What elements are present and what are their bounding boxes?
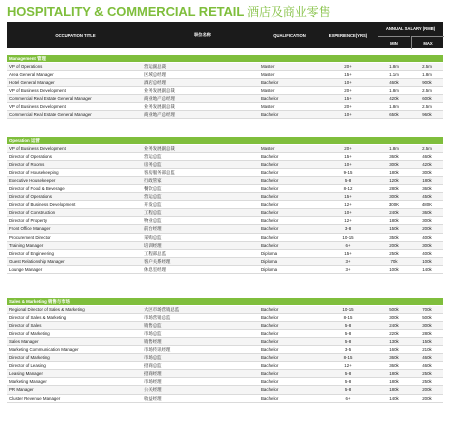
cell-occupation: Director of Property bbox=[9, 218, 48, 224]
cell-salary-min: 220k bbox=[389, 331, 399, 337]
cell-salary-min: 300K bbox=[388, 202, 400, 208]
cell-salary-min: 1.8m bbox=[389, 64, 399, 69]
cell-cn-title: 培训经理 bbox=[144, 242, 162, 248]
cell-occupation: Hotel General Manager bbox=[9, 80, 55, 86]
cell-salary-min: 180k bbox=[389, 387, 399, 393]
cell-cn-title: 休息室经理 bbox=[144, 266, 166, 272]
table-row bbox=[7, 79, 443, 87]
cell-cn-title: 市场传讯经理 bbox=[144, 347, 171, 353]
cell-salary-max: 420k bbox=[422, 162, 432, 168]
rows-sales-marketing bbox=[7, 306, 443, 403]
cell-salary-max: 400k bbox=[422, 250, 432, 256]
cell-salary-max: 460k bbox=[422, 355, 432, 361]
cell-experience: 5-8 bbox=[344, 331, 352, 337]
cell-occupation: Director of Food & Beverage bbox=[9, 186, 65, 192]
cell-cn-title: 业务发展副总裁 bbox=[144, 146, 175, 151]
cell-salary-max: 200k bbox=[422, 226, 432, 232]
cell-salary-min: 70k bbox=[390, 258, 398, 264]
table-row bbox=[7, 306, 443, 314]
cell-experience: 15+ bbox=[344, 96, 352, 102]
cell-salary-max: 200k bbox=[422, 395, 432, 401]
cell-qualification: Bachelor bbox=[261, 307, 279, 312]
section-header-sales-marketing: Sales & Marketing 销售与市场 bbox=[7, 298, 443, 305]
cell-experience: 20+ bbox=[344, 64, 352, 69]
cell-cn-title: 前台经理 bbox=[144, 226, 162, 232]
table-row bbox=[7, 242, 443, 250]
cell-experience: 10-15 bbox=[342, 307, 354, 312]
cell-experience: 5-8 bbox=[344, 339, 352, 345]
cell-qualification: Bachelor bbox=[261, 96, 279, 102]
cell-salary-min: 1.8m bbox=[389, 88, 399, 94]
rows-management bbox=[7, 63, 443, 119]
table-row bbox=[7, 111, 443, 119]
cell-experience: 15+ bbox=[344, 154, 352, 160]
cell-qualification: Bachelor bbox=[261, 226, 279, 232]
cell-cn-title: 行政管家 bbox=[144, 178, 162, 184]
cell-qualification: Bachelor bbox=[261, 371, 279, 377]
page-title-en: HOSPITALITY & COMMERCIAL RETAIL bbox=[7, 4, 245, 19]
cell-occupation: Commercial Real Estate General Manager bbox=[9, 112, 92, 118]
cell-occupation: Director of Sales & Marketing bbox=[9, 315, 67, 321]
cell-occupation: Director of Engineering bbox=[9, 250, 54, 256]
cell-qualification: Bachelor bbox=[261, 186, 279, 192]
cell-occupation: Front Office Manager bbox=[9, 226, 51, 232]
cell-occupation: Director of Leasing bbox=[9, 363, 46, 369]
cell-experience: 3-5 bbox=[344, 347, 352, 353]
cell-cn-title: 客户关系经理 bbox=[144, 258, 171, 264]
cell-occupation: Director of Rooms bbox=[9, 162, 45, 168]
cell-cn-title: 区域总经理 bbox=[144, 72, 166, 78]
cell-qualification: Bachelor bbox=[261, 218, 279, 224]
header-max: MAX bbox=[411, 36, 444, 49]
cell-experience: 15+ bbox=[344, 72, 352, 78]
cell-salary-min: 360k bbox=[389, 355, 399, 361]
cell-salary-min: 360k bbox=[389, 154, 399, 160]
cell-cn-title: 招商经理 bbox=[144, 371, 162, 377]
table-row bbox=[7, 169, 443, 177]
cell-occupation: Marketing Manager bbox=[9, 379, 47, 385]
cell-qualification: Bachelor bbox=[261, 178, 279, 184]
cell-qualification: Diploma bbox=[261, 250, 278, 256]
cell-salary-min: 240k bbox=[389, 210, 399, 216]
cell-experience: 10+ bbox=[344, 80, 352, 86]
cell-experience: 10+ bbox=[344, 112, 352, 118]
header-annual-salary: ANNUAL SALARY (RMB) bbox=[385, 26, 436, 31]
header-cn-title: 职位名称 bbox=[194, 32, 211, 37]
cell-salary-min: 1.8m bbox=[389, 146, 399, 151]
table-row bbox=[7, 354, 443, 362]
table-row bbox=[7, 185, 443, 193]
cell-cn-title: 房务总监 bbox=[144, 162, 162, 168]
cell-experience: 5-8 bbox=[344, 178, 352, 184]
table-row bbox=[7, 103, 443, 111]
cell-experience: 5-8 bbox=[344, 387, 352, 393]
table-row bbox=[7, 63, 443, 71]
cell-experience: 10+ bbox=[344, 162, 352, 168]
header-experience: EXPERIENCE(YRS) bbox=[328, 32, 368, 38]
cell-cn-title: 营运总监 bbox=[144, 154, 162, 160]
header-min: MIN bbox=[378, 36, 410, 49]
cell-qualification: Bachelor bbox=[261, 355, 279, 361]
cell-salary-min: 300k bbox=[389, 315, 399, 321]
cell-experience: 3+ bbox=[345, 258, 351, 264]
section-header-management: Management 管理 bbox=[7, 55, 443, 62]
cell-salary-min: 350k bbox=[389, 234, 399, 240]
cell-cn-title: 营运副总裁 bbox=[144, 64, 166, 69]
cell-qualification: Master bbox=[261, 88, 275, 94]
cell-cn-title: 商业地产总经理 bbox=[144, 112, 175, 118]
cell-salary-min: 240k bbox=[389, 323, 399, 329]
cell-salary-min: 1.1m bbox=[389, 72, 399, 78]
cell-qualification: Bachelor bbox=[261, 315, 279, 321]
cell-cn-title: 大区市场营销总监 bbox=[144, 307, 180, 312]
cell-occupation: Procurement Director bbox=[9, 234, 51, 240]
cell-salary-max: 300k bbox=[422, 242, 432, 248]
cell-salary-max: 450k bbox=[422, 194, 432, 200]
cell-cn-title: 销售总监 bbox=[144, 323, 162, 329]
cell-cn-title: 收益经理 bbox=[144, 395, 162, 401]
cell-occupation: VP of Business Development bbox=[9, 88, 66, 94]
cell-salary-min: 200k bbox=[389, 242, 399, 248]
cell-qualification: Bachelor bbox=[261, 112, 279, 118]
table-header bbox=[7, 22, 443, 48]
cell-occupation: PR Manager bbox=[9, 387, 34, 393]
table-row bbox=[7, 177, 443, 185]
cell-occupation: Lounge Manager bbox=[9, 266, 43, 272]
section-management bbox=[7, 55, 443, 119]
cell-salary-min: 500k bbox=[389, 307, 399, 312]
cell-salary-min: 180k bbox=[389, 170, 399, 176]
table-row bbox=[7, 330, 443, 338]
cell-occupation: Leasing Manager bbox=[9, 371, 43, 377]
cell-qualification: Bachelor bbox=[261, 162, 279, 168]
section-operation bbox=[7, 137, 443, 274]
cell-cn-title: 开发总监 bbox=[144, 202, 162, 208]
cell-salary-max: 360k bbox=[422, 210, 432, 216]
cell-salary-max: 480K bbox=[421, 202, 433, 208]
cell-qualification: Bachelor bbox=[261, 331, 279, 337]
cell-cn-title: 公关经理 bbox=[144, 387, 162, 393]
cell-salary-max: 250k bbox=[422, 379, 432, 385]
cell-cn-title: 物业总监 bbox=[144, 218, 162, 224]
cell-cn-title: 工程总监 bbox=[144, 210, 162, 216]
cell-salary-max: 960k bbox=[422, 112, 432, 118]
cell-salary-max: 280k bbox=[422, 331, 432, 337]
cell-salary-max: 200k bbox=[422, 387, 432, 393]
cell-occupation: Guest Relationship Manager bbox=[9, 258, 65, 264]
table-row bbox=[7, 266, 443, 274]
table-row bbox=[7, 234, 443, 242]
table-row bbox=[7, 314, 443, 322]
cell-cn-title: 商业地产总经理 bbox=[144, 96, 175, 102]
table-row bbox=[7, 201, 443, 209]
table-row bbox=[7, 378, 443, 386]
cell-occupation: Area General Manager bbox=[9, 72, 54, 78]
cell-salary-min: 120k bbox=[389, 178, 399, 184]
section-header-operation: Operation 运营 bbox=[7, 137, 443, 144]
cell-cn-title: 营运总监 bbox=[144, 194, 162, 200]
cell-cn-title: 工程部总监 bbox=[144, 250, 166, 256]
cell-salary-max: 360k bbox=[422, 186, 432, 192]
cell-qualification: Bachelor bbox=[261, 347, 279, 353]
table-row bbox=[7, 153, 443, 161]
cell-occupation: VP of Operations bbox=[9, 64, 43, 69]
cell-occupation: Executive Housekeeper bbox=[9, 178, 56, 184]
cell-experience: 10-15 bbox=[342, 234, 354, 240]
cell-cn-title: 销售经理 bbox=[144, 339, 162, 345]
cell-salary-min: 300k bbox=[389, 194, 399, 200]
cell-salary-max: 100k bbox=[422, 258, 432, 264]
cell-salary-max: 2.5m bbox=[422, 146, 432, 151]
cell-occupation: Sales Manager bbox=[9, 339, 39, 345]
cell-cn-title: 餐饮总监 bbox=[144, 186, 162, 192]
cell-occupation: Director of Operations bbox=[9, 194, 52, 200]
header-qualification: QUALIFICATION bbox=[273, 32, 306, 38]
cell-experience: 6+ bbox=[345, 242, 351, 248]
cell-occupation: Director of Construction bbox=[9, 210, 56, 216]
cell-experience: 8-15 bbox=[343, 355, 353, 361]
cell-qualification: Bachelor bbox=[261, 80, 279, 86]
header-occupation: OCCUPATION TITLE bbox=[55, 32, 96, 38]
table-row bbox=[7, 71, 443, 79]
table-row bbox=[7, 370, 443, 378]
cell-qualification: Bachelor bbox=[261, 387, 279, 393]
cell-cn-title: 市场经理 bbox=[144, 379, 162, 385]
cell-experience: 3+ bbox=[345, 266, 351, 272]
cell-salary-min: 180k bbox=[389, 379, 399, 385]
cell-qualification: Bachelor bbox=[261, 234, 279, 240]
cell-qualification: Bachelor bbox=[261, 339, 279, 345]
cell-occupation: Cluster Revenue Manager bbox=[9, 395, 61, 401]
cell-salary-max: 210k bbox=[422, 347, 432, 353]
cell-cn-title: 市场营销总监 bbox=[144, 315, 171, 321]
cell-salary-max: 500k bbox=[422, 315, 432, 321]
cell-salary-min: 460k bbox=[389, 80, 399, 86]
cell-salary-min: 150k bbox=[389, 226, 399, 232]
cell-qualification: Bachelor bbox=[261, 154, 279, 160]
cell-salary-min: 180k bbox=[389, 371, 399, 377]
cell-experience: 20+ bbox=[344, 104, 352, 110]
table-row bbox=[7, 161, 443, 169]
cell-experience: 15+ bbox=[344, 194, 352, 200]
cell-salary-min: 130k bbox=[389, 339, 399, 345]
cell-salary-min: 1.8m bbox=[389, 104, 399, 110]
cell-salary-min: 280k bbox=[389, 186, 399, 192]
cell-qualification: Master bbox=[261, 72, 275, 78]
cell-occupation: Director of Sales bbox=[9, 323, 42, 329]
cell-occupation: Director of Marketing bbox=[9, 331, 50, 337]
cell-salary-max: 150k bbox=[422, 339, 432, 345]
cell-experience: 9-15 bbox=[343, 170, 353, 176]
cell-occupation: Regional Director of Sales & Marketing bbox=[9, 307, 85, 312]
cell-salary-min: 180k bbox=[389, 218, 399, 224]
cell-salary-max: 2.5m bbox=[422, 64, 432, 69]
cell-experience: 5-8 bbox=[344, 379, 352, 385]
cell-experience: 12+ bbox=[344, 363, 352, 369]
cell-experience: 12+ bbox=[344, 218, 352, 224]
cell-salary-max: 600k bbox=[422, 96, 432, 102]
cell-experience: 12+ bbox=[344, 202, 352, 208]
cell-experience: 5-8 bbox=[344, 371, 352, 377]
cell-occupation: VP of Business Development bbox=[9, 146, 66, 151]
cell-occupation: Director of Marketing bbox=[9, 355, 50, 361]
cell-qualification: Bachelor bbox=[261, 395, 279, 401]
rows-operation bbox=[7, 145, 443, 274]
table-row bbox=[7, 87, 443, 95]
cell-salary-min: 420k bbox=[389, 96, 399, 102]
table-row bbox=[7, 258, 443, 266]
cell-salary-max: 700k bbox=[422, 307, 432, 312]
cell-salary-max: 250k bbox=[422, 371, 432, 377]
cell-salary-min: 650k bbox=[389, 112, 399, 118]
table-row bbox=[7, 395, 443, 403]
cell-cn-title: 采购总监 bbox=[144, 234, 162, 240]
cell-qualification: Master bbox=[261, 104, 275, 110]
cell-experience: 8-12 bbox=[343, 186, 353, 192]
cell-cn-title: 市场总监 bbox=[144, 331, 162, 337]
cell-salary-min: 360k bbox=[389, 363, 399, 369]
cell-salary-max: 400k bbox=[422, 234, 432, 240]
cell-qualification: Master bbox=[261, 146, 275, 151]
cell-occupation: Director of Housekeeping bbox=[9, 170, 59, 176]
cell-cn-title: 客房服务部总监 bbox=[144, 170, 175, 176]
cell-salary-max: 180k bbox=[422, 178, 432, 184]
cell-salary-min: 140k bbox=[389, 395, 399, 401]
cell-qualification: Bachelor bbox=[261, 363, 279, 369]
cell-experience: 20+ bbox=[344, 88, 352, 94]
cell-salary-max: 1.8m bbox=[422, 72, 432, 78]
cell-experience: 8-15 bbox=[343, 315, 353, 321]
table-row bbox=[7, 193, 443, 201]
cell-qualification: Bachelor bbox=[261, 379, 279, 385]
cell-salary-min: 100k bbox=[389, 266, 399, 272]
table-row bbox=[7, 225, 443, 233]
table-row bbox=[7, 322, 443, 330]
cell-experience: 10+ bbox=[344, 210, 352, 216]
table-row bbox=[7, 95, 443, 103]
page-title bbox=[7, 4, 330, 20]
cell-qualification: Bachelor bbox=[261, 210, 279, 216]
table-row bbox=[7, 346, 443, 354]
cell-cn-title: 招商总监 bbox=[144, 363, 162, 369]
cell-occupation: Training Manager bbox=[9, 242, 44, 248]
cell-experience: 6+ bbox=[345, 395, 351, 401]
cell-salary-max: 300k bbox=[422, 170, 432, 176]
cell-qualification: Bachelor bbox=[261, 194, 279, 200]
cell-salary-max: 2.5m bbox=[422, 104, 432, 110]
cell-qualification: Diploma bbox=[261, 258, 278, 264]
table-row bbox=[7, 217, 443, 225]
cell-occupation: VP of Business Development bbox=[9, 104, 66, 110]
cell-qualification: Bachelor bbox=[261, 202, 279, 208]
table-row bbox=[7, 386, 443, 394]
cell-experience: 5-8 bbox=[344, 323, 352, 329]
cell-cn-title: 业务发展副总裁 bbox=[144, 88, 175, 94]
cell-occupation: Director of Business Development bbox=[9, 202, 76, 208]
cell-qualification: Bachelor bbox=[261, 170, 279, 176]
cell-occupation: Director of Operations bbox=[9, 154, 52, 160]
table-row bbox=[7, 145, 443, 153]
cell-salary-max: 460k bbox=[422, 363, 432, 369]
table-row bbox=[7, 362, 443, 370]
cell-salary-min: 160k bbox=[389, 347, 399, 353]
cell-salary-min: 300k bbox=[389, 162, 399, 168]
cell-cn-title: 酒店总经理 bbox=[144, 80, 166, 86]
section-sales-marketing bbox=[7, 298, 443, 403]
cell-salary-max: 140k bbox=[422, 266, 432, 272]
table-row bbox=[7, 338, 443, 346]
cell-salary-max: 2.5m bbox=[422, 88, 432, 94]
cell-salary-max: 300k bbox=[422, 218, 432, 224]
table-row bbox=[7, 209, 443, 217]
cell-occupation: Commercial Real Estate General Manager bbox=[9, 96, 92, 102]
cell-experience: 3-8 bbox=[344, 226, 352, 232]
page-title-cn: 酒店及商业零售 bbox=[247, 5, 331, 19]
cell-qualification: Bachelor bbox=[261, 242, 279, 248]
cell-qualification: Bachelor bbox=[261, 323, 279, 329]
cell-qualification: Master bbox=[261, 64, 275, 69]
cell-cn-title: 市场总监 bbox=[144, 355, 162, 361]
cell-salary-max: 460k bbox=[422, 154, 432, 160]
cell-experience: 20+ bbox=[344, 146, 352, 151]
cell-salary-max: 900k bbox=[422, 80, 432, 86]
cell-cn-title: 业务发展副总裁 bbox=[144, 104, 175, 110]
cell-qualification: Diploma bbox=[261, 266, 278, 272]
cell-salary-max: 300k bbox=[422, 323, 432, 329]
cell-salary-min: 250k bbox=[389, 250, 399, 256]
cell-experience: 15+ bbox=[344, 250, 352, 256]
cell-occupation: Marketing Communication Manager bbox=[9, 347, 79, 353]
table-row bbox=[7, 250, 443, 258]
